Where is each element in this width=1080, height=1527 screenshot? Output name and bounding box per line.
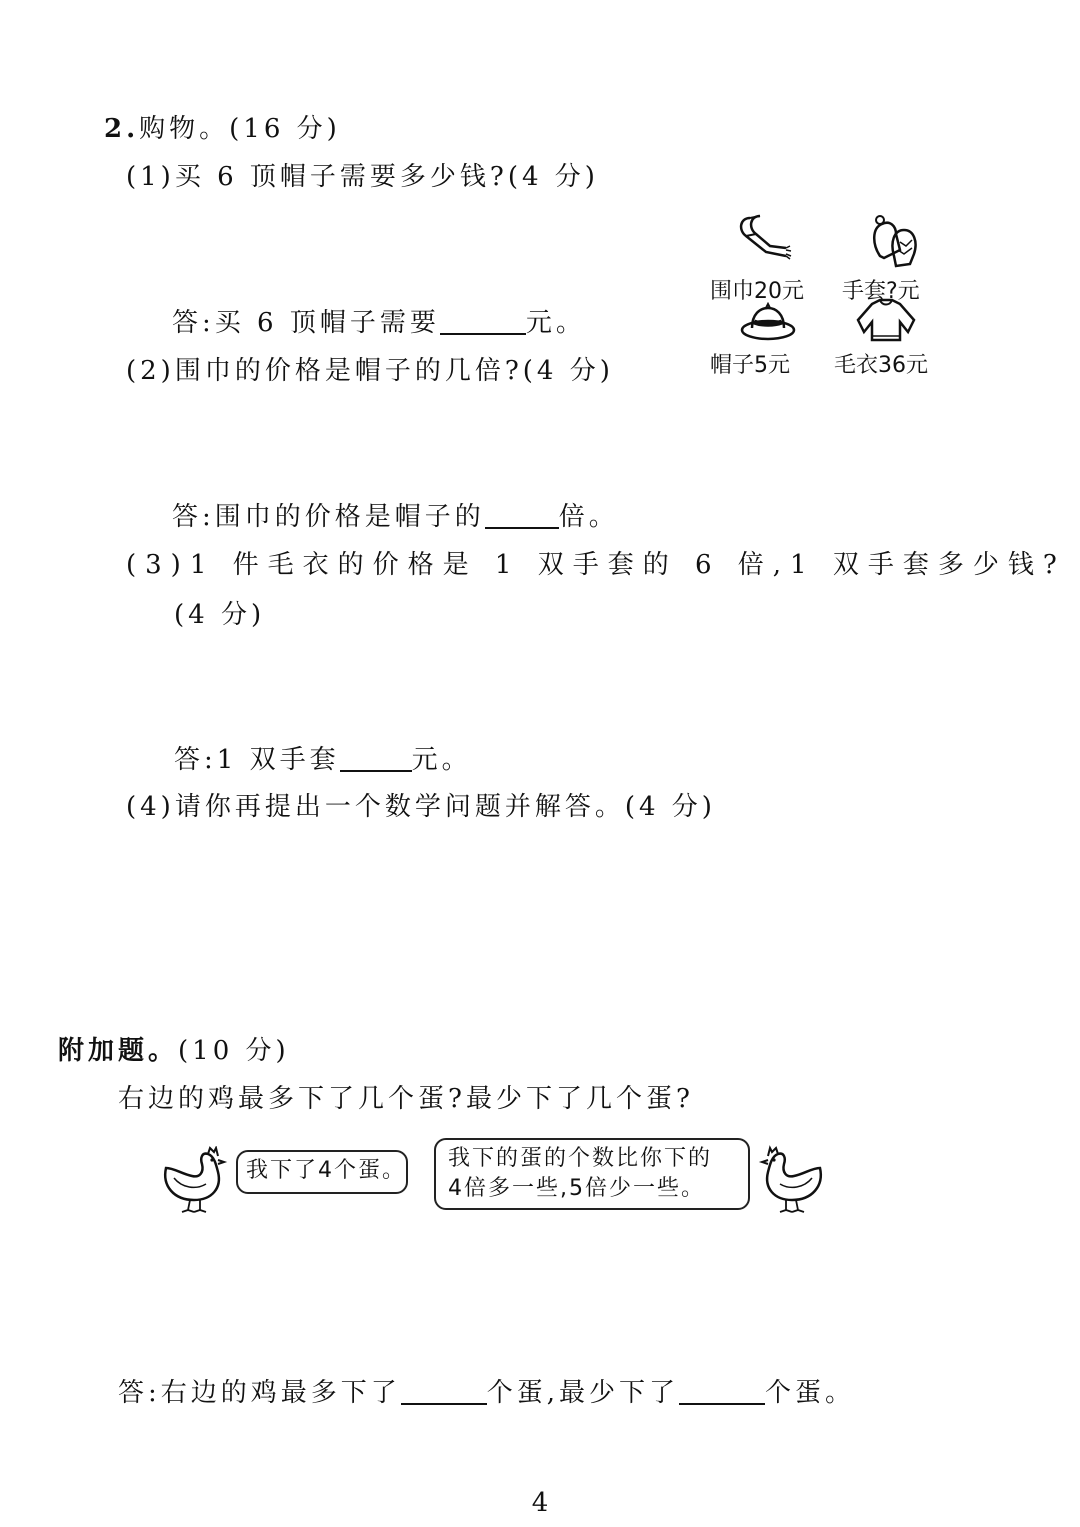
answer-1-suffix: 元。 xyxy=(525,308,586,338)
answer-2 xyxy=(172,500,619,534)
bonus-answer xyxy=(118,1376,855,1410)
mitten-icon xyxy=(866,210,922,278)
question-1: (1)买 6 顶帽子需要多少钱?(4 分) xyxy=(126,162,599,192)
sweater-icon xyxy=(854,296,918,348)
hen-right-icon xyxy=(756,1144,826,1220)
question-4: (4)请你再提出一个数学问题并解答。(4 分) xyxy=(126,792,716,822)
answer-3-blank[interactable] xyxy=(340,770,412,772)
answer-2-blank[interactable] xyxy=(485,527,559,529)
bonus-score: (10 分) xyxy=(178,1036,290,1066)
question-2: (2)围巾的价格是帽子的几倍?(4 分) xyxy=(126,356,614,386)
question-3: (3)1 件毛衣的价格是 1 双手套的 6 倍,1 双手套多少钱? xyxy=(126,550,1066,580)
speech-right-line-2: 4倍多一些,5倍少一些。 xyxy=(448,1176,705,1201)
speech-left-text: 我下了4个蛋。 xyxy=(246,1158,406,1183)
bonus-answer-blank-min[interactable] xyxy=(679,1403,765,1405)
bonus-title: 附加题。 xyxy=(58,1036,179,1066)
mitten-price-label: 手套?元 xyxy=(842,279,920,304)
answer-1-prefix: 答:买 6 顶帽子需要 xyxy=(172,308,440,338)
page-number: 4 xyxy=(531,1488,549,1518)
hat-price-label: 帽子5元 xyxy=(710,353,790,378)
answer-2-prefix: 答:围巾的价格是帽子的 xyxy=(172,502,485,532)
sweater-price-label: 毛衣36元 xyxy=(834,353,928,378)
hat-icon xyxy=(738,302,798,346)
bonus-answer-prefix: 答:右边的鸡最多下了 xyxy=(118,1378,401,1408)
question-3-score: (4 分) xyxy=(174,600,266,630)
speech-bubble-right xyxy=(434,1138,750,1210)
scarf-icon xyxy=(736,212,792,268)
bonus-question: 右边的鸡最多下了几个蛋?最少下了几个蛋? xyxy=(118,1084,694,1114)
bonus-heading xyxy=(58,1034,290,1068)
answer-1-blank[interactable] xyxy=(440,333,526,335)
section-title: 购物。(16 分) xyxy=(139,114,341,144)
scarf-price-label: 围巾20元 xyxy=(710,279,804,304)
bonus-answer-blank-max[interactable] xyxy=(401,1403,487,1405)
answer-3-suffix: 元。 xyxy=(411,745,472,775)
section-2-heading xyxy=(104,112,341,146)
answer-1 xyxy=(172,306,586,340)
speech-right-line-1: 我下的蛋的个数比你下的 xyxy=(448,1146,713,1171)
answer-3 xyxy=(174,743,472,777)
speech-bubble-left xyxy=(236,1150,408,1194)
answer-3-prefix: 答:1 双手套 xyxy=(174,745,340,775)
answer-2-suffix: 倍。 xyxy=(558,502,619,532)
bonus-answer-mid: 个蛋,最少下了 xyxy=(486,1378,680,1408)
bonus-answer-suffix: 个蛋。 xyxy=(765,1378,856,1408)
section-number: 2. xyxy=(104,114,140,144)
hen-left-icon xyxy=(160,1146,230,1218)
